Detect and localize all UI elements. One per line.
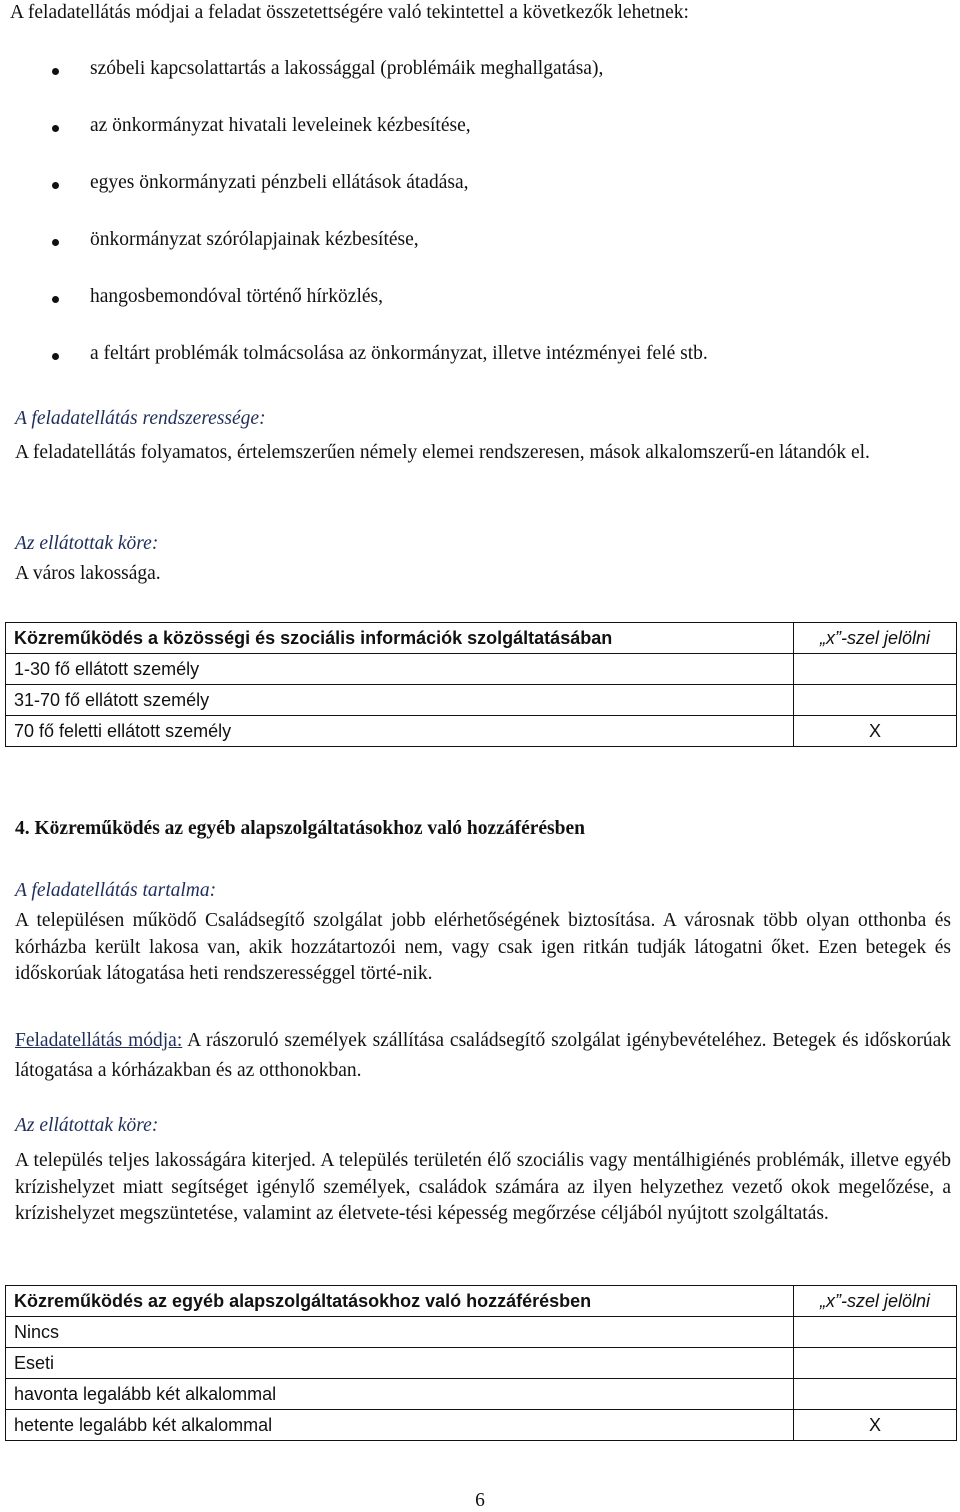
modja-text: A rászoruló személyek szállítása családsegítő szolgálat igénybevételéhez. Betegek és időskorúak látogatása a kórházakban és az otthonokban. — [15, 1030, 951, 1081]
ellatottak-text: A város lakossága. — [15, 563, 161, 584]
table-row — [6, 1348, 957, 1379]
row-label: hetente legalább két alkalommal — [6, 1410, 794, 1441]
row-label: havonta legalább két alkalommal — [6, 1379, 794, 1410]
bullet-dot — [52, 125, 59, 132]
table-row — [6, 1379, 957, 1410]
bullet-dot — [52, 68, 59, 75]
rendszeresseg-text: A feladatellátás folyamatos, értelemszerűen némely elemei rendszeresen, mások alkalomszerű-en látandók el. — [15, 442, 870, 463]
bullet-dot — [52, 296, 59, 303]
tartalma-heading: A feladatellátás tartalma: — [15, 880, 217, 901]
mark-header: „x”-szel jelölni — [794, 623, 957, 654]
list-item: a feltárt problémák tolmácsolása az önkormányzat, illetve intézményei felé stb. — [90, 343, 708, 364]
row-label: 70 fő feletti ellátott személy — [6, 716, 794, 747]
table-header: Közreműködés az egyéb alapszolgáltatásokhoz való hozzáférésben — [6, 1286, 794, 1317]
ellatottak-heading: Az ellátottak köre: — [15, 533, 159, 554]
row-label: 1-30 fő ellátott személy — [6, 654, 794, 685]
row-mark — [794, 1348, 957, 1379]
kore-text: A település teljes lakosságára kiterjed. A település területén élő szociális vagy mentálhigiénés problémák, illetve egyéb krízishelyzet miatt segítséget igénylő személyek, családok számára az ilyen helyzethez vezető okok megelőzése, a krízishelyzet megszüntetése, valamint az életvete-tési képesség megőrzése céljából nyújtott szolgáltatás. — [15, 1150, 951, 1224]
table-header-row — [6, 1286, 957, 1317]
section-title: 4. Közreműködés az egyéb alapszolgáltatásokhoz való hozzáférésben — [15, 818, 585, 839]
row-mark — [794, 1379, 957, 1410]
modja-paragraph — [15, 1026, 951, 1086]
row-mark — [794, 654, 957, 685]
mark-header: „x”-szel jelölni — [794, 1286, 957, 1317]
list-item: szóbeli kapcsolattartás a lakossággal (problémáik meghallgatása), — [90, 58, 604, 79]
table-row — [6, 716, 957, 747]
intro-text: A feladatellátás módjai a feladat összetettségére való tekintettel a következők lehetnek: — [10, 2, 689, 23]
page-number: 6 — [475, 1490, 485, 1511]
kore-heading: Az ellátottak köre: — [15, 1115, 159, 1136]
table-row — [6, 654, 957, 685]
bullet-dot — [52, 353, 59, 360]
basic-services-table — [5, 1285, 957, 1441]
row-mark: X — [794, 716, 957, 747]
row-mark: X — [794, 1410, 957, 1441]
row-mark — [794, 685, 957, 716]
bullet-dot — [52, 239, 59, 246]
info-services-table — [5, 622, 957, 747]
modja-heading: Feladatellátás módja: — [15, 1030, 183, 1051]
row-label: 31-70 fő ellátott személy — [6, 685, 794, 716]
rendszeresseg-heading: A feladatellátás rendszeressége: — [15, 408, 266, 429]
row-label: Nincs — [6, 1317, 794, 1348]
row-label: Eseti — [6, 1348, 794, 1379]
row-mark — [794, 1317, 957, 1348]
table-header: Közreműködés a közösségi és szociális információk szolgáltatásában — [6, 623, 794, 654]
table-row — [6, 1317, 957, 1348]
list-item: az önkormányzat hivatali leveleinek kézbesítése, — [90, 115, 471, 136]
bullet-dot — [52, 182, 59, 189]
table-header-row — [6, 623, 957, 654]
table-row — [6, 685, 957, 716]
table-row — [6, 1410, 957, 1441]
tartalma-text: A településen működő Családsegítő szolgálat jobb elérhetőségének biztosítása. A városnak több olyan otthonba és kórházba került lakosa van, akik hozzátartozói nem, vagy csak igen ritkán tudják látogatni őket. Ezen betegek és időskorúak látogatása heti rendszerességgel törté-nik. — [15, 910, 951, 984]
list-item: önkormányzat szórólapjainak kézbesítése, — [90, 229, 419, 250]
list-item: hangosbemondóval történő hírközlés, — [90, 286, 383, 307]
list-item: egyes önkormányzati pénzbeli ellátások átadása, — [90, 172, 469, 193]
